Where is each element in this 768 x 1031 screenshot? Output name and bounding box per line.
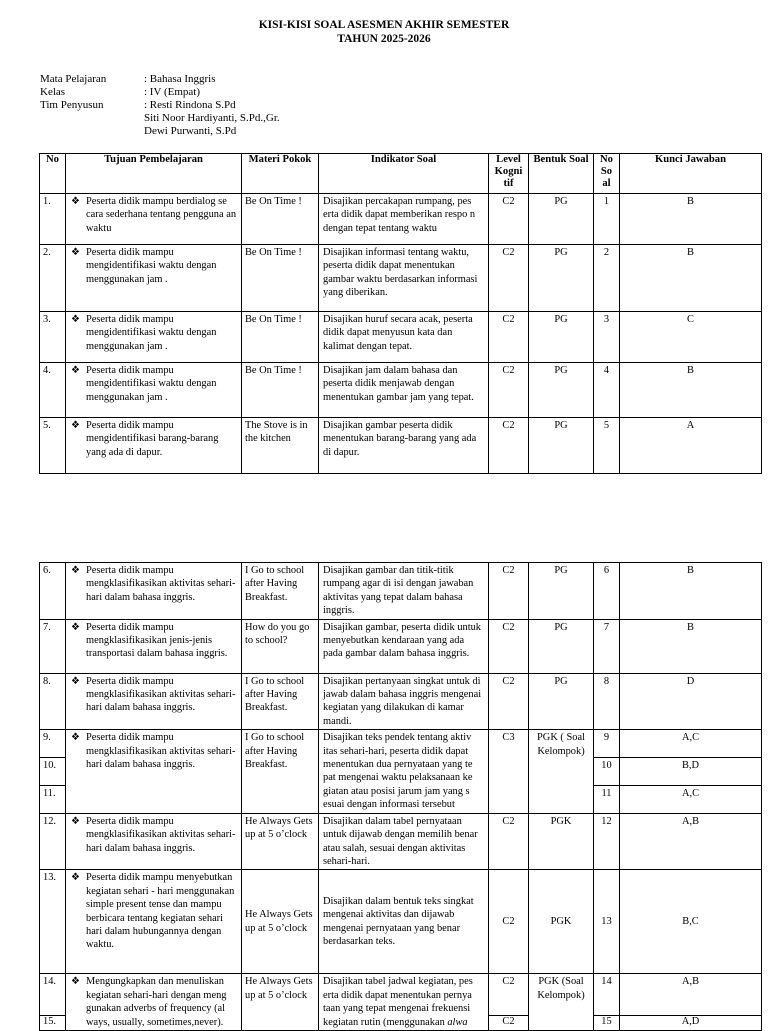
author-value: Siti Noor Hardiyanti, S.Pd.,Gr. [144,112,280,124]
table-row [40,194,762,245]
cell-nosoal: 14 [594,974,620,1016]
cell-no: 2. [40,245,66,312]
cell-tujuan: ❖ Mengungkapkan dan menuliskan kegiatan sehari-hari dengan meng gunakan adverbs of frequency (al ways, usually, sometimes,never). [66,974,242,1031]
cell-no: 15. [40,1016,66,1031]
cell-tujuan: ❖ Peserta didik mampu mengidentifikasi waktu dengan menggunakan jam . [66,363,242,418]
table-row [40,619,762,673]
cell-no: 13. [40,870,66,974]
bullet-icon: ❖ [71,732,80,744]
cell-nosoal: 6 [594,563,620,620]
cell-tujuan: ❖ Peserta didik mampu mengklasifikasikan aktivitas sehari-hari dalam bahasa inggris. [66,563,242,620]
table-row [40,363,762,418]
cell-tujuan: ❖ Peserta didik mampu mengklasifikasikan aktivitas sehari-hari dalam bahasa inggris. [66,730,242,813]
cell-materi: Be On Time ! [242,363,319,418]
cell-level: C2 [489,673,529,730]
cell-nosoal: 8 [594,673,620,730]
author-value: Dewi Purwanti, S.Pd [144,125,237,137]
cell-level: C2 [489,1016,529,1031]
cell-nosoal: 10 [594,758,620,786]
cell-kunci: B [620,563,762,620]
header-no: No [40,154,66,194]
cell-nosoal: 5 [594,418,620,474]
cell-materi: I Go to school after Having Breakfast. [242,563,319,620]
cell-tujuan: ❖ Peserta didik mampu menyebutkan kegiatan sehari - hari menggunakan simple present tense dan mampu berbicara tentang kegiatan sehari hari dalam hubungannya dengan waktu. [66,870,242,974]
bullet-icon: ❖ [71,365,80,376]
cell-kunci: B,D [620,758,762,786]
cell-bentuk: PG [529,619,594,673]
cell-tujuan: ❖ Peserta didik mampu mengidentifikasi waktu dengan menggunakan jam . [66,245,242,312]
bullet-icon: ❖ [71,420,80,431]
cell-indikator: Disajikan percakapan rumpang, pes erta didik dapat memberikan respo n dengan tepat tentang waktu [319,194,489,245]
cell-no: 6. [40,563,66,620]
cell-level: C2 [489,870,529,974]
cell-materi: I Go to school after Having Breakfast. [242,673,319,730]
cell-kunci: A [620,418,762,474]
cell-level: C2 [489,194,529,245]
cell-bentuk: PGK (Soal Kelompok) [529,974,594,1031]
author-value: : Resti Rindona S.Pd [144,99,236,111]
author-label: Tim Penyusun [40,99,104,111]
cell-no: 12. [40,813,66,870]
cell-kunci: B [620,619,762,673]
cell-materi: He Always Gets up at 5 o’clock [242,813,319,870]
cell-kunci: A,B [620,974,762,1016]
cell-bentuk: PGK [529,870,594,974]
cell-nosoal: 12 [594,813,620,870]
cell-tujuan: ❖ Peserta didik mampu berdialog se cara sederhana tentang pengguna an waktu [66,194,242,245]
cell-level: C2 [489,363,529,418]
cell-tujuan: ❖ Peserta didik mampu mengklasifikasikan aktivitas sehari-hari dalam bahasa inggris. [66,813,242,870]
bullet-icon: ❖ [71,565,80,576]
kisi-table-part-1 [39,153,762,474]
document-title: KISI-KISI SOAL ASESMEN AKHIR SEMESTER [258,19,510,31]
cell-level: C3 [489,730,529,813]
header-nosoal: No So al [594,154,620,194]
cell-nosoal: 2 [594,245,620,312]
cell-materi: The Stove is in the kitchen [242,418,319,474]
cell-tujuan: ❖ Peserta didik mampu mengidentifikasi barang-barang yang ada di dapur. [66,418,242,474]
bullet-icon: ❖ [71,872,80,884]
header-tujuan: Tujuan Pembelajaran [66,154,242,194]
bullet-icon: ❖ [71,675,80,687]
cell-indikator: Disajikan dalam bentuk teks singkat mengenai aktivitas dan dijawab mengenai pernyataan yang benar berdasarkan teks. [319,870,489,974]
cell-materi: I Go to school after Having Breakfast. [242,730,319,813]
header-level: Level Kogni tif [489,154,529,194]
cell-kunci: B [620,363,762,418]
cell-level: C2 [489,619,529,673]
cell-indikator: Disajikan dalam tabel pernyataan untuk dijawab dengan memilih benar atau salah, sesuai dengan aktivitas sehari-hari. [319,813,489,870]
cell-tujuan: ❖ Peserta didik mampu mengklasifikasikan aktivitas sehari-hari dalam bahasa inggris. [66,673,242,730]
cell-nosoal: 15 [594,1016,620,1031]
cell-materi: He Always Gets up at 5 o’clock [242,870,319,974]
bullet-icon: ❖ [71,196,80,207]
cell-bentuk: PG [529,563,594,620]
table-row [40,673,762,730]
bullet-icon: ❖ [71,976,80,988]
cell-kunci: C [620,312,762,363]
table-row [40,245,762,312]
cell-no: 14. [40,974,66,1016]
cell-kunci: B [620,194,762,245]
cell-no: 10. [40,758,66,786]
cell-no: 5. [40,418,66,474]
cell-kunci: A,B [620,813,762,870]
bullet-icon: ❖ [71,621,80,633]
cell-bentuk: PGK ( Soal Kelompok) [529,730,594,813]
bullet-icon: ❖ [71,314,80,325]
class-label: Kelas [40,86,66,98]
cell-tujuan: ❖ Peserta didik mampu mengidentifikasi waktu dengan menggunakan jam . [66,312,242,363]
cell-kunci: D [620,673,762,730]
cell-indikator: Disajikan tabel jadwal kegiatan, pes erta didik dapat menentukan pernya taan yang tepat mengenai frekuensi kegiatan rutin (menggunakan alwa [319,974,489,1031]
table-row [40,730,762,758]
cell-materi: Be On Time ! [242,312,319,363]
cell-nosoal: 13 [594,870,620,974]
cell-bentuk: PG [529,418,594,474]
table-row [40,870,762,974]
cell-indikator: Disajikan gambar dan titik-titik rumpang agar di isi dengan jawaban aktivitas yang tepat dalam bahasa inggris. [319,563,489,620]
header-indikator: Indikator Soal [319,154,489,194]
cell-no: 8. [40,673,66,730]
table-row [40,813,762,870]
cell-bentuk: PG [529,245,594,312]
cell-level: C2 [489,312,529,363]
cell-level: C2 [489,245,529,312]
cell-nosoal: 11 [594,785,620,813]
cell-nosoal: 4 [594,363,620,418]
cell-tujuan: ❖ Peserta didik mampu mengklasifikasikan jenis-jenis transportasi dalam bahasa inggris. [66,619,242,673]
cell-nosoal: 9 [594,730,620,758]
cell-bentuk: PGK [529,813,594,870]
cell-no: 9. [40,730,66,758]
cell-nosoal: 3 [594,312,620,363]
cell-indikator: Disajikan huruf secara acak, peserta didik dapat menyusun kata dan kalimat dengan tepat. [319,312,489,363]
cell-materi: Be On Time ! [242,194,319,245]
cell-no: 3. [40,312,66,363]
cell-bentuk: PG [529,312,594,363]
document-subtitle: TAHUN 2025-2026 [337,33,431,45]
table-header-row [40,154,762,194]
cell-level: C2 [489,418,529,474]
cell-nosoal: 1 [594,194,620,245]
cell-kunci: B,C [620,870,762,974]
table-row [40,563,762,620]
header-bentuk: Bentuk Soal [529,154,594,194]
bullet-icon: ❖ [71,815,80,827]
cell-kunci: B [620,245,762,312]
cell-indikator: Disajikan jam dalam bahasa dan peserta didik menjawab dengan menentukan gambar jam yang tepat. [319,363,489,418]
cell-indikator: Disajikan gambar, peserta didik untuk menyebutkan kendaraan yang ada pada gambar dalam bahasa inggris. [319,619,489,673]
cell-kunci: A,D [620,1016,762,1031]
cell-indikator: Disajikan informasi tentang waktu, peserta didik dapat menentukan gambar waktu berdasarkan informasi yang diberikan. [319,245,489,312]
header-materi: Materi Pokok [242,154,319,194]
class-value: : IV (Empat) [144,86,201,98]
cell-no: 11. [40,785,66,813]
table-row [40,974,762,1016]
cell-kunci: A,C [620,730,762,758]
cell-materi: Be On Time ! [242,245,319,312]
cell-bentuk: PG [529,673,594,730]
table-row [40,418,762,474]
cell-level: C2 [489,563,529,620]
cell-no: 4. [40,363,66,418]
cell-no: 7. [40,619,66,673]
cell-materi: How do you go to school? [242,619,319,673]
cell-indikator: Disajikan teks pendek tentang aktiv itas sehari-hari, peserta didik dapat menentukan dua pernyataan yang te pat mengenai waktu pelaksanaan ke giatan atau posisi jarum jam yang s esuai dengan informasi tersebut [319,730,489,813]
cell-materi: He Always Gets up at 5 o’clock [242,974,319,1031]
cell-nosoal: 7 [594,619,620,673]
subject-value: : Bahasa Inggris [144,73,216,85]
bullet-icon: ❖ [71,247,80,258]
subject-label: Mata Pelajaran [40,73,107,85]
kisi-table-part-2 [39,562,762,1031]
cell-indikator: Disajikan pertanyaan singkat untuk di jawab dalam bahasa inggris mengenai kegiatan yang dilakukan di kamar mandi. [319,673,489,730]
cell-indikator: Disajikan gambar peserta didik menentukan barang-barang yang ada di dapur. [319,418,489,474]
cell-kunci: A,C [620,785,762,813]
header-kunci: Kunci Jawaban [620,154,762,194]
cell-bentuk: PG [529,363,594,418]
cell-level: C2 [489,974,529,1016]
table-row [40,312,762,363]
cell-no: 1. [40,194,66,245]
cell-level: C2 [489,813,529,870]
cell-bentuk: PG [529,194,594,245]
